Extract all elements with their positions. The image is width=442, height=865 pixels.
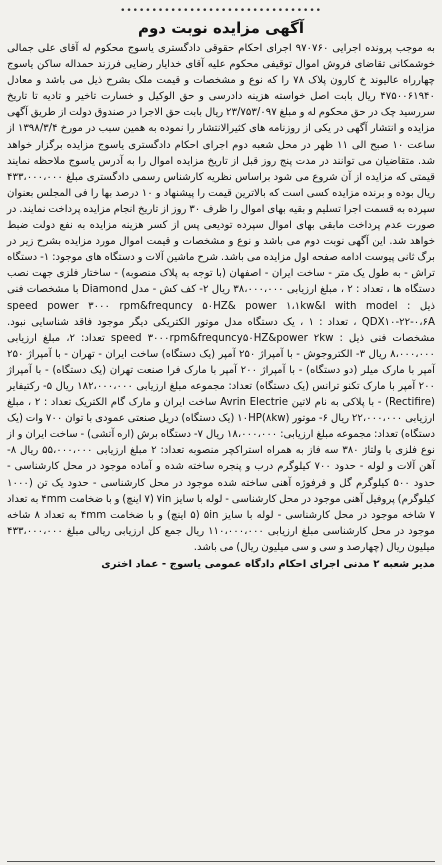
bottom-divider [7, 861, 435, 862]
decorative-dots: •••••••••••••••••••••••••••••••• [120, 6, 322, 16]
notice-paragraph: به موجب پرونده اجرایی ۹۷۰۷۶۰ اجرای احکام حقوقی دادگستری یاسوج محکوم له آقای علی جمالی خوشمکانی تقاضای فروش اموال توقیفی محکوم علیه آقای خدایار رضایی فرزند حمداله ساکن یاسوج چهارراه عالیوند خ کارون پلاک ۷۸ را که نوع و مشخصات و قیمت ملک بشرح ذیل می باشد و معادل ۴۷۵۰۰۶۱۹۴۰ ریال بابت اصل خواسته هزینه دادرسی و حق الوکیل و خسارت تاخیر و تادیه تا تاریخ سررسید چک در حق محکوم له و مبلغ ۲۳/۷۵۳/۰۹۷ ریال بابت حق الاجرا در صندوق دولت از طریق آگهی مزایده و انتشار آگهی در یکی از روزنامه های کثیرالانتشار را نموده به همین سبب در مورخ ۱۳۹۸/۳/۴ از ساعت ۱۰ صبح الی ۱۱ ظهر در محل شعبه دوم اجرای احکام دادگستری یاسوج مزایده برگزار خواهد شد. متقاضیان می توانند در مدت پنج روز قبل از تاریخ مزایده اموال را به آدرس یاسوج ملاحظه نمایند قیمتی که مزایده از آن شروع می شود براساس نظریه کارشناس رسمی دادگستری مبلغ ۴۳۳،۰۰۰،۰۰۰ ریال بوده و برنده مزایده کسی است که بالاترین قیمت را پیشنهاد و ۱۰ درصد بها را فی المجلس بعنوان سپرده به قسمت اجرا تسلیم و بقیه بهای اموال را ظرف ۳۰ روز از تاریخ انجام مزایده پرداخت نمایند. در صورت عدم پرداخت مابقی بهای اموال سپرده تودیعی پس از کسر هزینه مزایده به نفع دولت ضبط خواهد شد. این آگهی نوبت دوم می باشد و نوع و مشخصات و قیمت اموال مورد مزایده بشرح زیر در برگ ثانی پیوست ادامه صفحه اول مزایده می باشد. شرح ماشین آلات و دستگاه های موجود: ۱- دستگاه تراش - به طول یک متر - ساخت ایران - اصفهان (با توجه به پلاک منصوبه) - ساختار فلزی جهت نصب دستگاه ها ، تعداد : ۲ ، مبلغ ارزیابی ۳۸،۰۰۰،۰۰۰ ریال ۲- کف کش - مدل Diamond با مشخصات فنی ذیل : speed power ۳۰۰۰ rpm&frequncy ۵۰HZ& power ۱،۱kw&I with model QDX۱۰-۲۲-۰،۶A ، تعداد : ۱ ، یک دستگاه مدل موتور الکتریکی دیگر موجود فاقد شناسایی نبود. مشخصات فنی ذیل : speed ۳۰۰۰rpm&frequncy۵۰HZ&power ۲kw تعداد: ۲، مبلغ ارزیابی ۸،۰۰۰،۰۰۰ ریال ۳- الکتروجوش - با آمپراژ ۲۵۰ آمپر (یک دستگاه) ساخت ایران - تهران - با آمپراژ ۲۵۰ آمپر با مارک میلر (دو دستگاه) - با آمپراژ ۲۰۰ آمپر با مارک فرا صنعت تهران (یک دستگاه) - با آمپراژ ۲۰۰ آمپر با مارک تکنو ترانس (یک دستگاه) تعداد: مجموعه مبلغ ارزیابی ۱۸۲،۰۰۰،۰۰۰ ریال ۵- رکتیفایر (Rectifire) - با پلاکی به نام لاتین Avrin Electrie ساخت ایران و مارک گام الکتریک تعداد : ۲ ، مبلغ ارزیابی ۲۲،۰۰۰،۰۰۰ ریال ۶- موتور ۱۰HP(۸kw) (یک دستگاه) دریل صنعتی عمودی با توان ۷۰۰ وات (یک دستگاه) تعداد: مجموعه مبلغ ارزیابی: ۱۸،۰۰۰،۰۰۰ ریال ۷- دستگاه برش (اره آتشی) - ساخت ایران و از نوع فلزی با ولتاژ ۳۸۰ سه فاز به همراه استراکچر منصوبه تعداد: ۲ مبلغ ارزیابی ۵۵،۰۰۰،۰۰۰ ریال ۸- آهن آلات و لوله - حدود ۷۰۰ کیلوگرم درب و پنجره ساخته شده و آماده موجود در محل کارشناسی - حدود ۵۰۰ کیلوگرم گل و فرفوژه آهنی ساخته شده موجود در محل کارشناسی - حدود یک تن (۱۰۰۰ کیلوگرم) پروفیل آهنی موجود در محل کارشناسی - لوله با سایز ۷in (۷ اینچ) و با ضخامت ۴mm به تعداد ۷ شاخه موجود در محل کارشناسی - لوله با سایز ۵in (۵ اینچ) و با ضخامت ۴mm به تعداد ۸ شاخه موجود در محل کارشناسی مبلغ ارزیابی ۱۱۰،۰۰۰،۰۰۰ ریال جمع کل ارزیابی ریالی مبلغ ۴۳۳،۰۰۰،۰۰۰ میلیون ریال (چهارصد و سی و سی میلیون ریال) می باشد. [7, 43, 436, 553]
notice-body [7, 41, 435, 556]
notice-title: آگهی مزایده نوبت دوم [137, 19, 305, 37]
notice-signature: مدیر شعبه ۲ مدنی اجرای احکام دادگاه عمومی یاسوج - عماد اختری [101, 559, 435, 570]
